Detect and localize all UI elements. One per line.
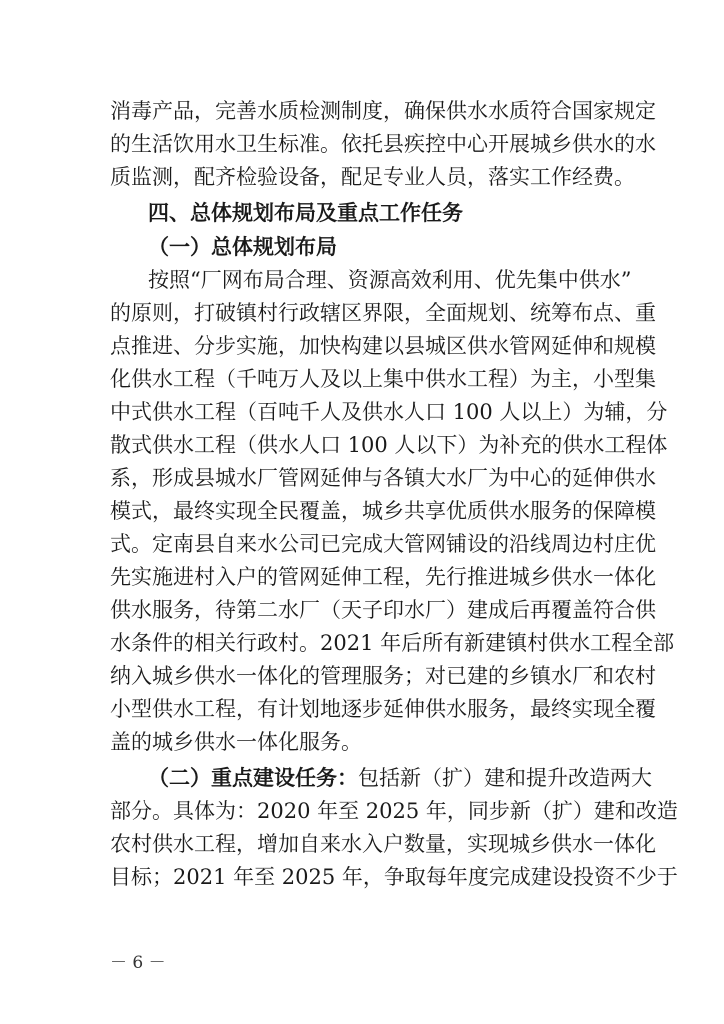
task-heading-bold: （二）重点建设任务： [148, 766, 358, 790]
body-line: 化供水工程（千吨万人及以上集中供水工程）为主，小型集 [110, 367, 656, 391]
body-line: 式。定南县自来水公司已完成大管网铺设的沿线周边村庄优 [110, 532, 656, 556]
body-line: 供水服务，待第二水厂（天子印水厂）建成后再覆盖符合供 [110, 598, 656, 622]
body-line: 农村供水工程，增加自来水入户数量，实现城乡供水一体化 [110, 832, 656, 856]
body-line: 目标；2021 年至 2025 年，争取每年度完成建设投资不少于 [110, 865, 678, 889]
body-line: 先实施进村入户的管网延伸工程，先行推进城乡供水一体化 [110, 565, 656, 589]
body-line: 质监测，配齐检验设备，配足专业人员，落实工作经费。 [110, 165, 635, 189]
body-line: 纳入城乡供水一体化的管理服务；对已建的乡镇水厂和农村 [110, 664, 656, 688]
body-line: 部分。具体为：2020 年至 2025 年，同步新（扩）建和改造 [110, 799, 678, 823]
task-heading-rest: 包括新（扩）建和提升改造两大 [358, 766, 652, 790]
body-line: 水条件的相关行政村。2021 年后所有新建镇村供水工程全部 [110, 631, 675, 655]
body-line: 盖的城乡供水一体化服务。 [110, 730, 362, 754]
paragraph-first-line: 按照“厂网布局合理、资源高效利用、优先集中供水” [148, 268, 632, 292]
body-line: 中式供水工程（百吨千人及供水人口 100 人以上）为辅，分 [110, 400, 668, 424]
body-line: 系，形成县城水厂管网延伸与各镇大水厂为中心的延伸供水 [110, 466, 656, 490]
page-number: － 6 － [110, 953, 166, 973]
body-line: 消毒产品，完善水质检测制度，确保供水水质符合国家规定 [110, 99, 656, 123]
task-heading-line [148, 762, 652, 795]
section-heading: 四、总体规划布局及重点工作任务 [148, 201, 463, 225]
body-line: 点推进、分步实施，加快构建以县城区供水管网延伸和规模 [110, 334, 656, 358]
body-line: 的原则，打破镇村行政辖区界限，全面规划、统筹布点、重 [110, 301, 656, 325]
body-line: 小型供水工程，有计划地逐步延伸供水服务，最终实现全覆 [110, 697, 656, 721]
body-line: 的生活饮用水卫生标准。依托县疾控中心开展城乡供水的水 [110, 132, 656, 156]
subsection-heading: （一）总体规划布局 [148, 235, 337, 259]
body-line: 散式供水工程（供水人口 100 人以下）为补充的供水工程体 [110, 433, 668, 457]
body-line: 模式，最终实现全民覆盖，城乡共享优质供水服务的保障模 [110, 499, 656, 523]
